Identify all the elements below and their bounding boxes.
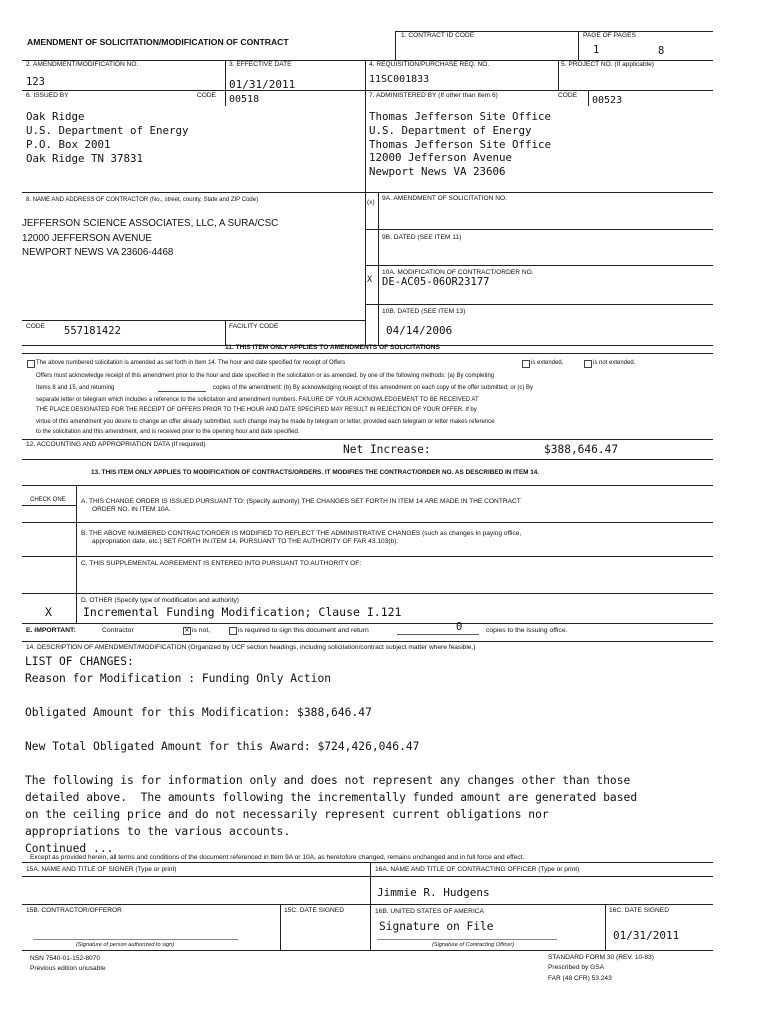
modification-contract-label: 10A. MODIFICATION OF CONTRACT/ORDER NO. bbox=[382, 269, 534, 276]
administered-by-label: 7. ADMINISTERED BY (If other than Item 6) bbox=[369, 92, 498, 99]
important-label: E. IMPORTANT: bbox=[26, 627, 76, 634]
item-11-line-3b: copies of the amendment; (b) By acknowledging receipt of this amendment on each copy of the offer submitted; or (c) By bbox=[213, 385, 534, 391]
effective-date-value[interactable]: 01/31/2011 bbox=[229, 78, 296, 91]
signature-person-caption: (Signature of person authorized to sign) bbox=[76, 942, 175, 948]
check-one-label: CHECK ONE bbox=[30, 497, 66, 503]
is-not-extended-label: is not extended. bbox=[593, 360, 636, 366]
far-reference: FAR (48 CFR) 53.243 bbox=[548, 975, 612, 982]
project-no-label: 5. PROJECT NO. (If applicable) bbox=[561, 61, 654, 68]
issued-by-label: 6. ISSUED BY bbox=[26, 92, 69, 99]
item-13-title: 13. THIS ITEM ONLY APPLIES TO MODIFICATION OF CONTRACTS/ORDERS. IT MODIFIES THE CONTRACT/ORDER NO. AS DESCRIBED IN ITEM 14. bbox=[91, 469, 540, 476]
requisition-value[interactable]: 11SC001833 bbox=[369, 74, 430, 85]
is-not-label: is not, bbox=[192, 627, 211, 634]
amendment-no-label: 2. AMENDMENT/MODIFICATION NO. bbox=[26, 61, 139, 68]
modification-contract-value[interactable]: DE-AC05-06OR23177 bbox=[382, 276, 490, 288]
option-b-text-1[interactable]: B. THE ABOVE NUMBERED CONTRACT/ORDER IS MODIFIED TO REFLECT THE ADMINISTRATIVE CHANGES (such as changes in paying office, bbox=[81, 530, 522, 537]
option-a-text-2: ORDER NO. IN ITEM 10A. bbox=[92, 506, 171, 513]
previous-edition-note: Previous edition unusable bbox=[30, 965, 106, 972]
is-not-checkbox[interactable]: ✕ bbox=[184, 628, 190, 634]
net-increase-label: Net Increase: bbox=[343, 443, 431, 456]
admin-code-label: CODE bbox=[558, 92, 578, 99]
option-b-text-2: appropriation date, etc.) SET FORTH IN ITEM 14, PURSUANT TO THE AUTHORITY OF FAR 43.103(b). bbox=[92, 538, 399, 545]
option-d-text[interactable]: D. OTHER (Specify type of modification and authority) bbox=[81, 597, 239, 604]
issued-code-label: CODE bbox=[197, 92, 217, 99]
contractor-word: Contractor bbox=[102, 627, 134, 634]
contract-id-label: 1. CONTRACT ID CODE bbox=[401, 32, 475, 39]
item-11-line-4: separate letter or telegram which includes a reference to the solicitation and amendment numbers. FAILURE OF YOUR ACKNOWLEDGEMENT TO BE RECEIVED AT bbox=[36, 397, 479, 403]
signature-officer-caption: (Signature of Contracting Officer) bbox=[432, 942, 515, 948]
contractor-address[interactable]: JEFFERSON SCIENCE ASSOCIATES, LLC, A SURA/CSC 12000 JEFFERSON AVENUE NEWPORT NEWS VA 23606-4468 bbox=[22, 218, 279, 258]
dated-9b-label: 9B. DATED (SEE ITEM 11) bbox=[382, 234, 462, 241]
standard-form-label: STANDARD FORM 30 (REV. 10-83) bbox=[548, 954, 654, 961]
effective-date-label: 3. EFFECTIVE DATE bbox=[229, 61, 292, 68]
is-extended-label: is extended, bbox=[531, 360, 564, 366]
copies-text: copies to the issuing office. bbox=[486, 627, 568, 634]
option-c-text[interactable]: C. THIS SUPPLEMENTAL AGREEMENT IS ENTERED INTO PURSUANT TO AUTHORITY OF: bbox=[81, 560, 362, 567]
contractor-label: 8. NAME AND ADDRESS OF CONTRACTOR (No., street, county, State and ZIP Code) bbox=[26, 197, 259, 203]
copies-value[interactable]: 0 bbox=[456, 621, 463, 633]
requisition-label: 4. REQUISITION/PURCHASE REQ. NO. bbox=[369, 61, 490, 68]
contractor-offeror-label: 15B. CONTRACTOR/OFFEROR bbox=[26, 907, 122, 914]
usa-label: 16B. UNITED STATES OF AMERICA bbox=[375, 908, 484, 915]
pages-total[interactable]: 8 bbox=[658, 45, 665, 57]
item-11-line-5: THE PLACE DESIGNATED FOR THE RECEIPT OF OFFERS PRIOR TO THE HOUR AND DATE SPECIFIED MAY RESULT IN REJECTION OF YOUR OFFER. If by bbox=[36, 407, 477, 413]
is-not-extended-checkbox[interactable] bbox=[584, 360, 592, 368]
item-11-line-6: virtue of this amendment you desire to change an offer already submitted, such change may be made by telegram or letter, provided each telegram or letter makes reference bbox=[36, 419, 495, 425]
accounting-label: 12. ACCOUNTING AND APPROPRIATION DATA (If required) bbox=[26, 441, 206, 448]
page-number[interactable]: 1 bbox=[593, 44, 600, 56]
contractor-code-label: CODE bbox=[26, 323, 46, 330]
page-label: PAGE OF PAGES bbox=[583, 32, 636, 39]
is-required-checkbox[interactable] bbox=[229, 627, 237, 635]
amend-checkbox[interactable] bbox=[27, 360, 35, 368]
issued-by-address[interactable]: Oak Ridge U.S. Department of Energy P.O. Box 2001 Oak Ridge TN 37831 bbox=[26, 110, 189, 165]
net-increase-value[interactable]: $388,646.47 bbox=[544, 443, 619, 456]
item-11-line-1: The above numbered solicitation is amended as set forth in Item 14. The hour and date specified for receipt of Offers bbox=[36, 360, 346, 366]
contracting-officer-label: 16A. NAME AND TITLE OF CONTRACTING OFFICER (Type or print) bbox=[375, 866, 580, 873]
prescribed-by-label: Prescribed by GSA bbox=[548, 964, 605, 971]
signer-name-label: 15A. NAME AND TITLE OF SIGNER (Type or print) bbox=[26, 866, 177, 873]
dated-10b-value[interactable]: 04/14/2006 bbox=[386, 324, 453, 337]
form-title: AMENDMENT OF SOLICITATION/MODIFICATION OF CONTRACT bbox=[27, 37, 289, 47]
except-text: Except as provided herein, all terms and conditions of the document referenced in Item 9A or 10A, as heretofore changed, remains unchanged and in full force and effect. bbox=[30, 854, 525, 861]
item-11-line-2: Offers must acknowledge receipt of this amendment prior to the hour and date specified in the solicitation or as amended, by one of the following methods: (a) By completing bbox=[36, 373, 495, 379]
item-11-line-7: to the solicitation and this amendment, and is received prior to the opening hour and date specified. bbox=[36, 429, 300, 435]
x-10a-mark[interactable]: X bbox=[367, 275, 373, 285]
admin-code-value[interactable]: 00523 bbox=[592, 95, 623, 106]
nsn-number: NSN 7540-01-152-8070 bbox=[30, 955, 101, 962]
amendment-no-value[interactable]: 123 bbox=[26, 76, 45, 88]
option-d-value[interactable]: Incremental Funding Modification; Clause I.121 bbox=[83, 605, 402, 619]
date-signed-16c-value[interactable]: 01/31/2011 bbox=[613, 929, 680, 942]
item-11-line-3a: Items 8 and 15, and returning bbox=[36, 385, 115, 391]
date-signed-16c-label: 16C. DATE SIGNED bbox=[609, 907, 669, 914]
option-a-text-1[interactable]: A. THIS CHANGE ORDER IS ISSUED PURSUANT TO: (Specify authority) THE CHANGES SET FORTH IN ITEM 14 ARE MADE IN THE CONTRACT bbox=[81, 498, 521, 505]
is-required-label: is required to sign this document and return bbox=[238, 627, 369, 634]
description-body[interactable]: LIST OF CHANGES: Reason for Modification : Funding Only Action Obligated Amount for this Modification: $388,646.47 New Total Obligated Amount for this Award: $724,426,046.47 The following is for information only and does not represent any changes other than those detailed above. The amounts following the incrementally funded amount are generated based on the ceiling price and do not necessarily represent current obligations nor appropriations to the various accounts. Continued ... bbox=[25, 655, 638, 855]
description-label: 14. DESCRIPTION OF AMENDMENT/MODIFICATION (Organized by UCF section headings, including solicitation/contract subject matter where feasible.) bbox=[26, 644, 476, 651]
date-signed-15c-label: 15C. DATE SIGNED bbox=[284, 907, 344, 914]
contractor-code-value[interactable]: 557181422 bbox=[64, 325, 121, 337]
copies-returned-blank[interactable] bbox=[158, 391, 206, 392]
contracting-officer-name[interactable]: Jimmie R. Hudgens bbox=[377, 886, 490, 899]
is-extended-checkbox[interactable] bbox=[522, 360, 530, 368]
facility-code-label: FACILITY CODE bbox=[229, 323, 279, 330]
dated-10b-label: 10B. DATED (SEE ITEM 13) bbox=[382, 308, 466, 315]
x-column-header: (x) bbox=[367, 199, 375, 206]
item-11-title: 11. THIS ITEM ONLY APPLIES TO AMENDMENTS OF SOLICITATIONS bbox=[225, 344, 440, 351]
amendment-solicitation-label: 9A. AMENDMENT OF SOLICITATION NO. bbox=[382, 195, 507, 202]
administered-by-address[interactable]: Thomas Jefferson Site Office U.S. Department of Energy Thomas Jefferson Site Office 12000 Jefferson Avenue Newport News VA 23606 bbox=[369, 110, 552, 179]
officer-signature[interactable]: Signature on File bbox=[379, 920, 494, 933]
option-d-check[interactable]: X bbox=[45, 605, 52, 619]
issued-code-value[interactable]: 00518 bbox=[229, 94, 260, 105]
